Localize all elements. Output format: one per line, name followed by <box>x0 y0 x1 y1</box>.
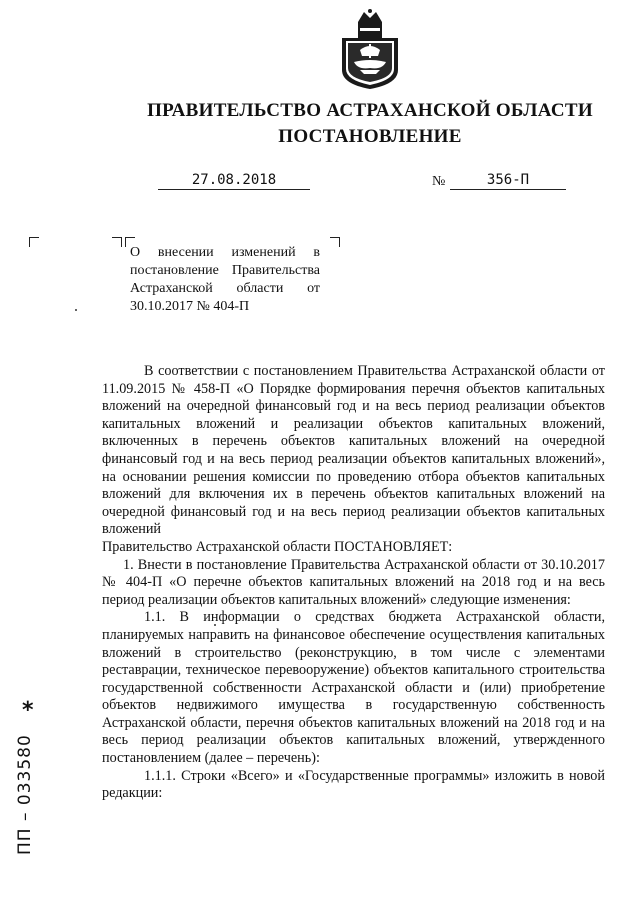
government-title: ПРАВИТЕЛЬСТВО АСТРАХАНСКОЙ ОБЛАСТИ <box>147 100 593 121</box>
corner-mark <box>29 237 39 247</box>
margin-asterisk: * <box>22 698 34 723</box>
body-paragraph: 1.1.1. Строки «Всего» и «Государственные программы» изложить в новой редакции: <box>102 767 605 802</box>
corner-mark <box>112 237 122 247</box>
document-subject: О внесении изменений в постановление Правительства Астраханской области от 30.10.2017 № 404-П <box>130 245 320 314</box>
corner-mark <box>330 237 340 247</box>
coat-of-arms-emblem <box>338 8 402 90</box>
margin-registration-code: ПП – 033580 <box>15 734 35 855</box>
body-paragraph: 1.1. В информации о средствах бюджета Астраханской области, планируемых направить на финансовое обеспечение осуществления капитальных вложений в строительство (реконструкцию, в том числе с элементами реставрации, техническое перевооружение) объектов капитального строительства государственной собственности Астраханской области и (или) приобретение объектов недвижимого имущества в государственную собственность Астраханской области, перечня объектов капитальных вложений на 2018 год и на весь период реализации объектов капитальных вложений, утвержденного постановлением (далее – перечень): <box>102 609 605 767</box>
document-number: 356-П <box>450 172 566 190</box>
document-type-title: ПОСТАНОВЛЕНИЕ <box>278 126 462 147</box>
number-sign: № <box>432 174 446 189</box>
body-paragraph: Правительство Астраханской области ПОСТАНОВЛЯЕТ: <box>102 538 453 555</box>
body-paragraph: 1. Внести в постановление Правительства Астраханской области от 30.10.2017 № 404-П «О перечне объектов капитальных вложений на 2018 год и на весь период реализации объектов капитальных вложений» следующие изменения: <box>102 556 605 608</box>
body-paragraph: В соответствии с постановлением Правительства Астраханской области от 11.09.2015 № 458-П «О Порядке формирования перечня объектов капитальных вложений на очередной финансовый год и на весь период реализации объектов капитальных вложений и реализации объектов капитальных вложений, включенных в перечень объектов капитальных вложений на очередной финансовый год и на весь период реализации объектов капитальных вложений», на основании решения комиссии по проведению отбора объектов капитальных вложений для включения их в перечень объектов капитальных вложений на очередной финансовый год и на весь период реализации объектов капитальных вложений <box>102 363 605 538</box>
scan-speck <box>75 309 77 311</box>
document-body <box>102 363 605 803</box>
document-date: 27.08.2018 <box>158 172 310 190</box>
